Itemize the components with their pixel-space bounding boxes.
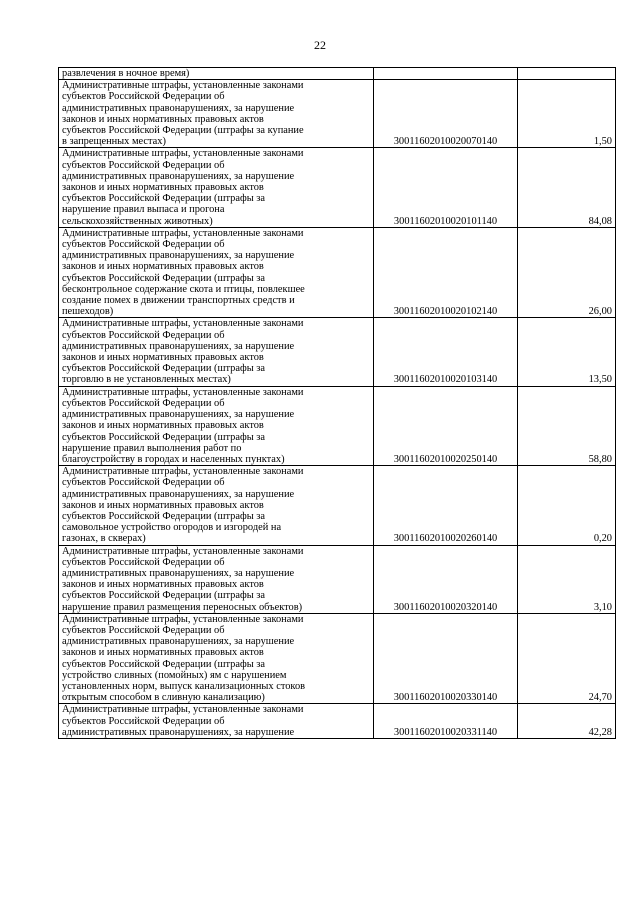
fine-description: Административные штрафы, установленные законами субъектов Российской Федерации об административных правонарушениях, за нарушение xyxy=(59,704,374,739)
fine-description: Административные штрафы, установленные законами субъектов Российской Федерации об административных правонарушениях, за нарушение законов и иных нормативных правовых актов субъектов Российской Федерации (штрафы за нарушение правил выполнения работ по благоустройству в городах и населенных пунктах) xyxy=(59,386,374,465)
fine-description: Административные штрафы, установленные законами субъектов Российской Федерации об административных правонарушениях, за нарушение законов и иных нормативных правовых актов субъектов Российской Федерации (штрафы за торговлю в не установленных местах) xyxy=(59,318,374,386)
table-row xyxy=(59,318,616,386)
fine-amount: 42,28 xyxy=(518,704,616,739)
fine-description: Административные штрафы, установленные законами субъектов Российской Федерации об административных правонарушениях, за нарушение законов и иных нормативных правовых актов субъектов Российской Федерации (штрафы за нарушение правил размещения переносных объектов) xyxy=(59,545,374,613)
table-row xyxy=(59,613,616,704)
fine-amount: 24,70 xyxy=(518,613,616,704)
table-row xyxy=(59,704,616,739)
fine-amount: 0,20 xyxy=(518,466,616,545)
budget-code: 30011602010020320140 xyxy=(374,545,518,613)
fine-description: Административные штрафы, установленные законами субъектов Российской Федерации об административных правонарушениях, за нарушение законов и иных нормативных правовых актов субъектов Российской Федерации (штрафы за нарушение правил выпаса и прогона сельскохозяйственных животных) xyxy=(59,148,374,227)
table-row xyxy=(59,545,616,613)
table-row xyxy=(59,68,616,80)
table-row xyxy=(59,148,616,227)
budget-code: 30011602010020103140 xyxy=(374,318,518,386)
budget-code: 30011602010020070140 xyxy=(374,80,518,148)
fine-description: Административные штрафы, установленные законами субъектов Российской Федерации об административных правонарушениях, за нарушение законов и иных нормативных правовых актов субъектов Российской Федерации (штрафы за устройство сливных (помойных) ям с нарушением установленных норм, выпуск канализационных стоков открытым способом в сливную канализацию) xyxy=(59,613,374,704)
fine-amount: 84,08 xyxy=(518,148,616,227)
fine-amount xyxy=(518,68,616,80)
budget-code: 30011602010020101140 xyxy=(374,148,518,227)
table-row xyxy=(59,386,616,465)
budget-code: 30011602010020260140 xyxy=(374,466,518,545)
budget-code: 30011602010020331140 xyxy=(374,704,518,739)
fine-description: Административные штрафы, установленные законами субъектов Российской Федерации об административных правонарушениях, за нарушение законов и иных нормативных правовых актов субъектов Российской Федерации (штрафы за бесконтрольное содержание скота и птицы, повлекшее создание помех в движении транспортных средств и пешеходов) xyxy=(59,227,374,318)
fines-table xyxy=(58,67,616,739)
fine-description: Административные штрафы, установленные законами субъектов Российской Федерации об административных правонарушениях, за нарушение законов и иных нормативных правовых актов субъектов Российской Федерации (штрафы за самовольное устройство огородов и изгородей на газонах, в скверах) xyxy=(59,466,374,545)
fine-amount: 26,00 xyxy=(518,227,616,318)
budget-code: 30011602010020102140 xyxy=(374,227,518,318)
page-number: 22 xyxy=(314,38,326,52)
fine-amount: 58,80 xyxy=(518,386,616,465)
budget-code xyxy=(374,68,518,80)
table-row xyxy=(59,80,616,148)
fine-description: развлечения в ночное время) xyxy=(59,68,374,80)
fine-description: Административные штрафы, установленные законами субъектов Российской Федерации об административных правонарушениях, за нарушение законов и иных нормативных правовых актов субъектов Российской Федерации (штрафы за купание в запрещенных местах) xyxy=(59,80,374,148)
table-row xyxy=(59,227,616,318)
budget-code: 30011602010020250140 xyxy=(374,386,518,465)
fine-amount: 1,50 xyxy=(518,80,616,148)
table-row xyxy=(59,466,616,545)
fine-amount: 13,50 xyxy=(518,318,616,386)
budget-code: 30011602010020330140 xyxy=(374,613,518,704)
fine-amount: 3,10 xyxy=(518,545,616,613)
